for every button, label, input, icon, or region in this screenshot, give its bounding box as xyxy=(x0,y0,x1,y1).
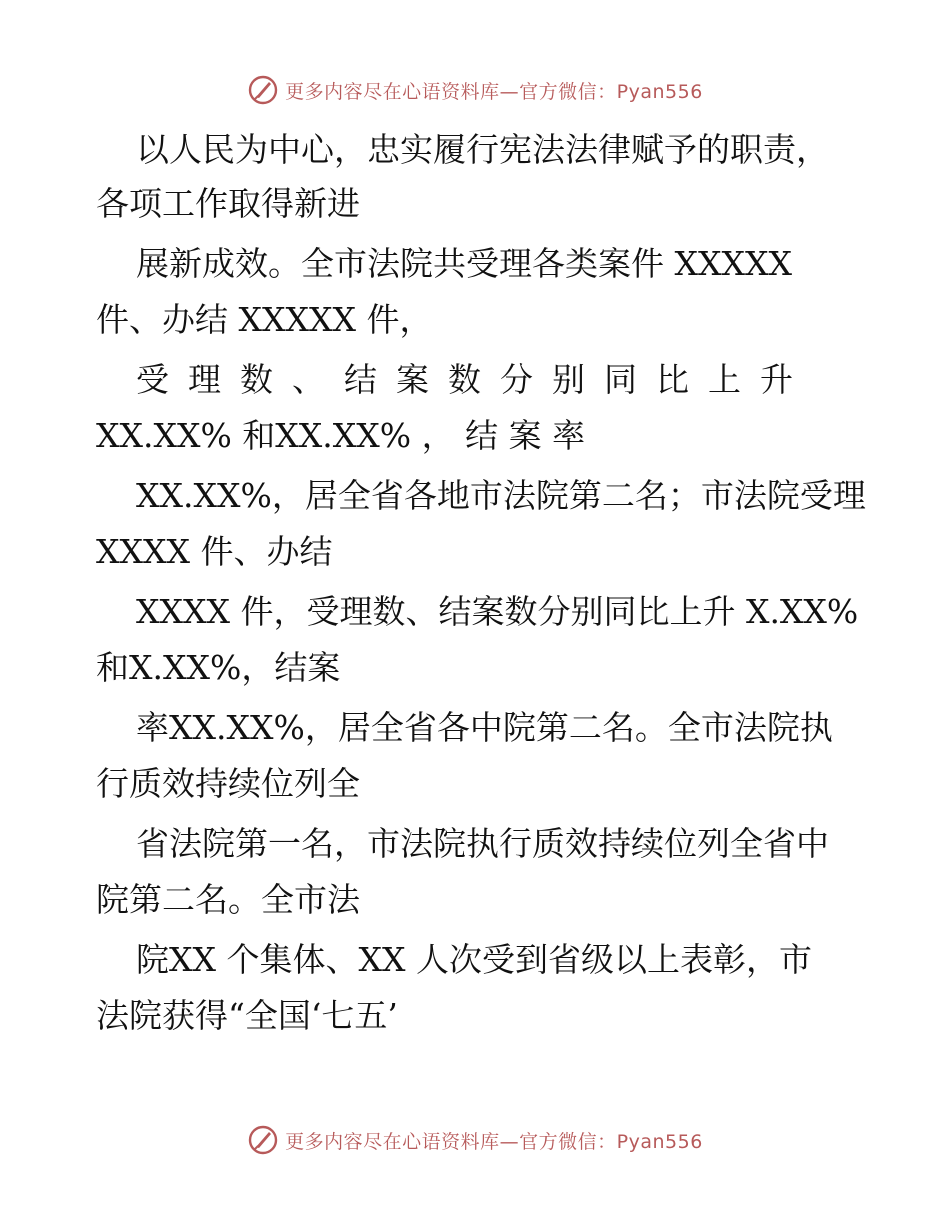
text-line: 以人民为中心，忠实履行宪法法律赋予的职责， xyxy=(136,130,829,169)
text-line: XX.XX%，居全省各地市法院第二名；市法院受理 xyxy=(136,476,866,515)
text-line: 院第二名。全市法 xyxy=(96,880,360,919)
text-line: 院XX 个集体、XX 人次受到省级以上表彰，市 xyxy=(136,940,812,979)
text-line: 展新成效。全市法院共受理各类案件 XXXXX xyxy=(136,244,792,283)
text-line: XXXX 件，受理数、结案数分别同比上升 X.XX% xyxy=(136,592,859,631)
watermark-text: 更多内容尽在心语资料库—官方微信：Pyan556 xyxy=(285,80,703,103)
text-line: 件、办结 XXXXX 件， xyxy=(96,300,433,339)
text-line: XXXX 件、办结 xyxy=(96,532,333,571)
footer-watermark xyxy=(0,1120,950,1160)
header-watermark xyxy=(0,70,950,110)
text-line: 率XX.XX%，居全省各中院第二名。全市法院执 xyxy=(136,708,833,747)
watermark-text: 更多内容尽在心语资料库—官方微信：Pyan556 xyxy=(285,1130,703,1153)
quill-circle-icon xyxy=(247,1124,279,1156)
text-line: 行质效持续位列全 xyxy=(96,764,360,803)
quill-circle-icon xyxy=(247,74,279,106)
text-line: 省法院第一名，市法院执行质效持续位列全省中 xyxy=(136,824,829,863)
text-line: 受理数、结案数分别同比上升 xyxy=(136,360,812,399)
text-line: 各项工作取得新进 xyxy=(96,184,360,223)
text-line: 法院获得“全国‘七五’ xyxy=(96,996,398,1035)
text-line: XX.XX% 和XX.XX% ， 结 案 率 xyxy=(96,416,586,455)
text-line: 和X.XX%，结案 xyxy=(96,648,341,687)
